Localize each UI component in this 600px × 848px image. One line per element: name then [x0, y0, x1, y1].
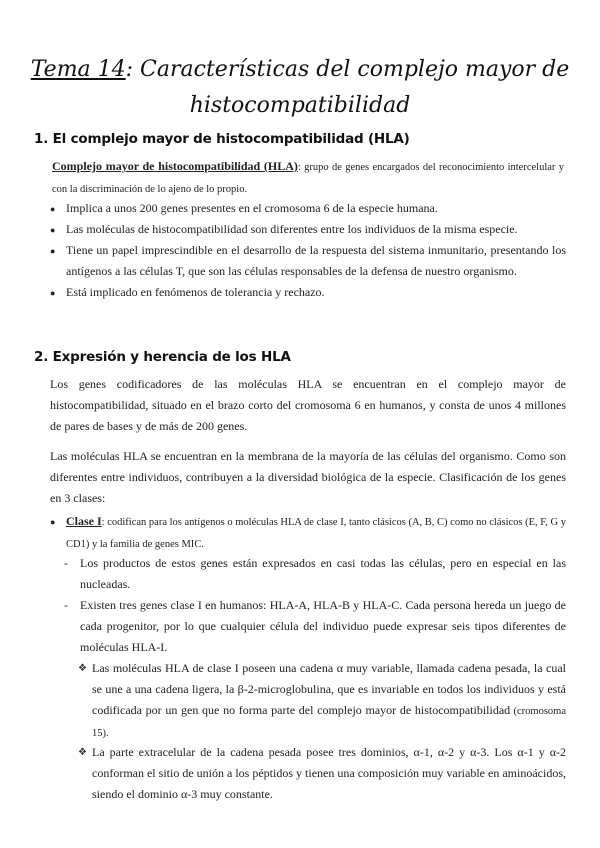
section-1-heading: 1. El complejo mayor de histocompatibilidad (HLA): [34, 131, 410, 147]
nested-list-item: [92, 658, 566, 744]
diamond-bullet-icon: ❖: [78, 663, 87, 674]
definition-text: : grupo de genes encargados del reconocimiento intercelular y con la discriminación de lo ajeno de lo propio.: [52, 162, 564, 195]
list-item: Está implicado en fenómenos de tolerancia y rechazo.: [66, 285, 325, 299]
section-2-heading: 2. Expresión y herencia de los HLA: [34, 349, 291, 365]
body-paragraph: Las moléculas HLA se encuentran en la membrana de la mayoría de las células del organismo. Como son diferentes entre individuos, contribuyen a la diversidad biológica de la especie. Clasificación de los genes en 3 clases:: [50, 449, 566, 505]
list-item: Las moléculas de histocompatibilidad son diferentes entre los individuos de la misma especie.: [66, 222, 518, 236]
class-i-text: : codifican para los antígenos o moléculas HLA de clase I, tanto clásicos (A, B, C) como no clásicos (E, F, G y CD1) y la familia de genes MIC.: [66, 517, 566, 550]
definition-term: Complejo mayor de histocompatibilidad (HLA): [52, 159, 298, 173]
body-paragraph: Los genes codificadores de las moléculas HLA se encuentran en el complejo mayor de histocompatibilidad, situado en el brazo corto del cromosoma 6 en humanos, y consta de unos 4 millones de pares de bases y de más de 200 genes.: [50, 377, 566, 433]
bullet-icon: ●: [50, 225, 56, 235]
diamond-bullet-icon: ❖: [78, 747, 87, 758]
sub-list-item: Los productos de estos genes están expresados en casi todas las células, pero en especial en las nucleadas.: [80, 556, 566, 591]
nested-list-item: La parte extracelular de la cadena pesada posee tres dominios, α-1, α-2 y α-3. Los α-1 y α-2 conforman el sitio de unión a los péptidos y tienen una composición muy variable en aminoácidos, siendo el dominio α-3 muy constante.: [92, 745, 566, 801]
bullet-icon: ●: [50, 204, 56, 214]
title-text-line2: histocompatibilidad: [189, 93, 411, 118]
list-item: Tiene un papel imprescindible en el desarrollo de la respuesta del sistema inmunitario, presentando los antígenos a las células T, que son las células responsables de la defensa de nuestro organismo.: [66, 243, 566, 278]
bullet-icon: ●: [50, 517, 56, 527]
nested-item-note: (cromosoma 15).: [92, 706, 566, 739]
sub-list-item: Existen tres genes clase I en humanos: HLA-A, HLA-B y HLA-C. Cada persona hereda un juego de cada progenitor, por lo que cualquier célula del individuo puede expresar seis tipos diferentes de moléculas HLA-I.: [80, 598, 566, 654]
nested-item-text: Las moléculas HLA de clase I poseen una cadena α muy variable, llamada cadena pesada, la cual se une a una cadena ligera, la β-2-microglobulina, que es invariable en todos los individuos y está codificada por un gen que no forma parte del complejo mayor de histocompatibilidad: [92, 661, 566, 717]
bullet-icon: ●: [50, 246, 56, 256]
page-title: [30, 52, 570, 124]
title-text-line1: : Características del complejo mayor de: [125, 57, 570, 82]
bullet-icon: ●: [50, 288, 56, 298]
title-topic-number: Tema 14: [30, 57, 126, 82]
list-item: Implica a unos 200 genes presentes en el cromosoma 6 de la especie humana.: [66, 201, 438, 215]
dash-marker: -: [64, 556, 68, 570]
class-i-term: Clase I: [66, 514, 102, 528]
class-i-item: [66, 511, 566, 555]
dash-marker: -: [64, 598, 68, 612]
definition-paragraph: [52, 156, 564, 200]
